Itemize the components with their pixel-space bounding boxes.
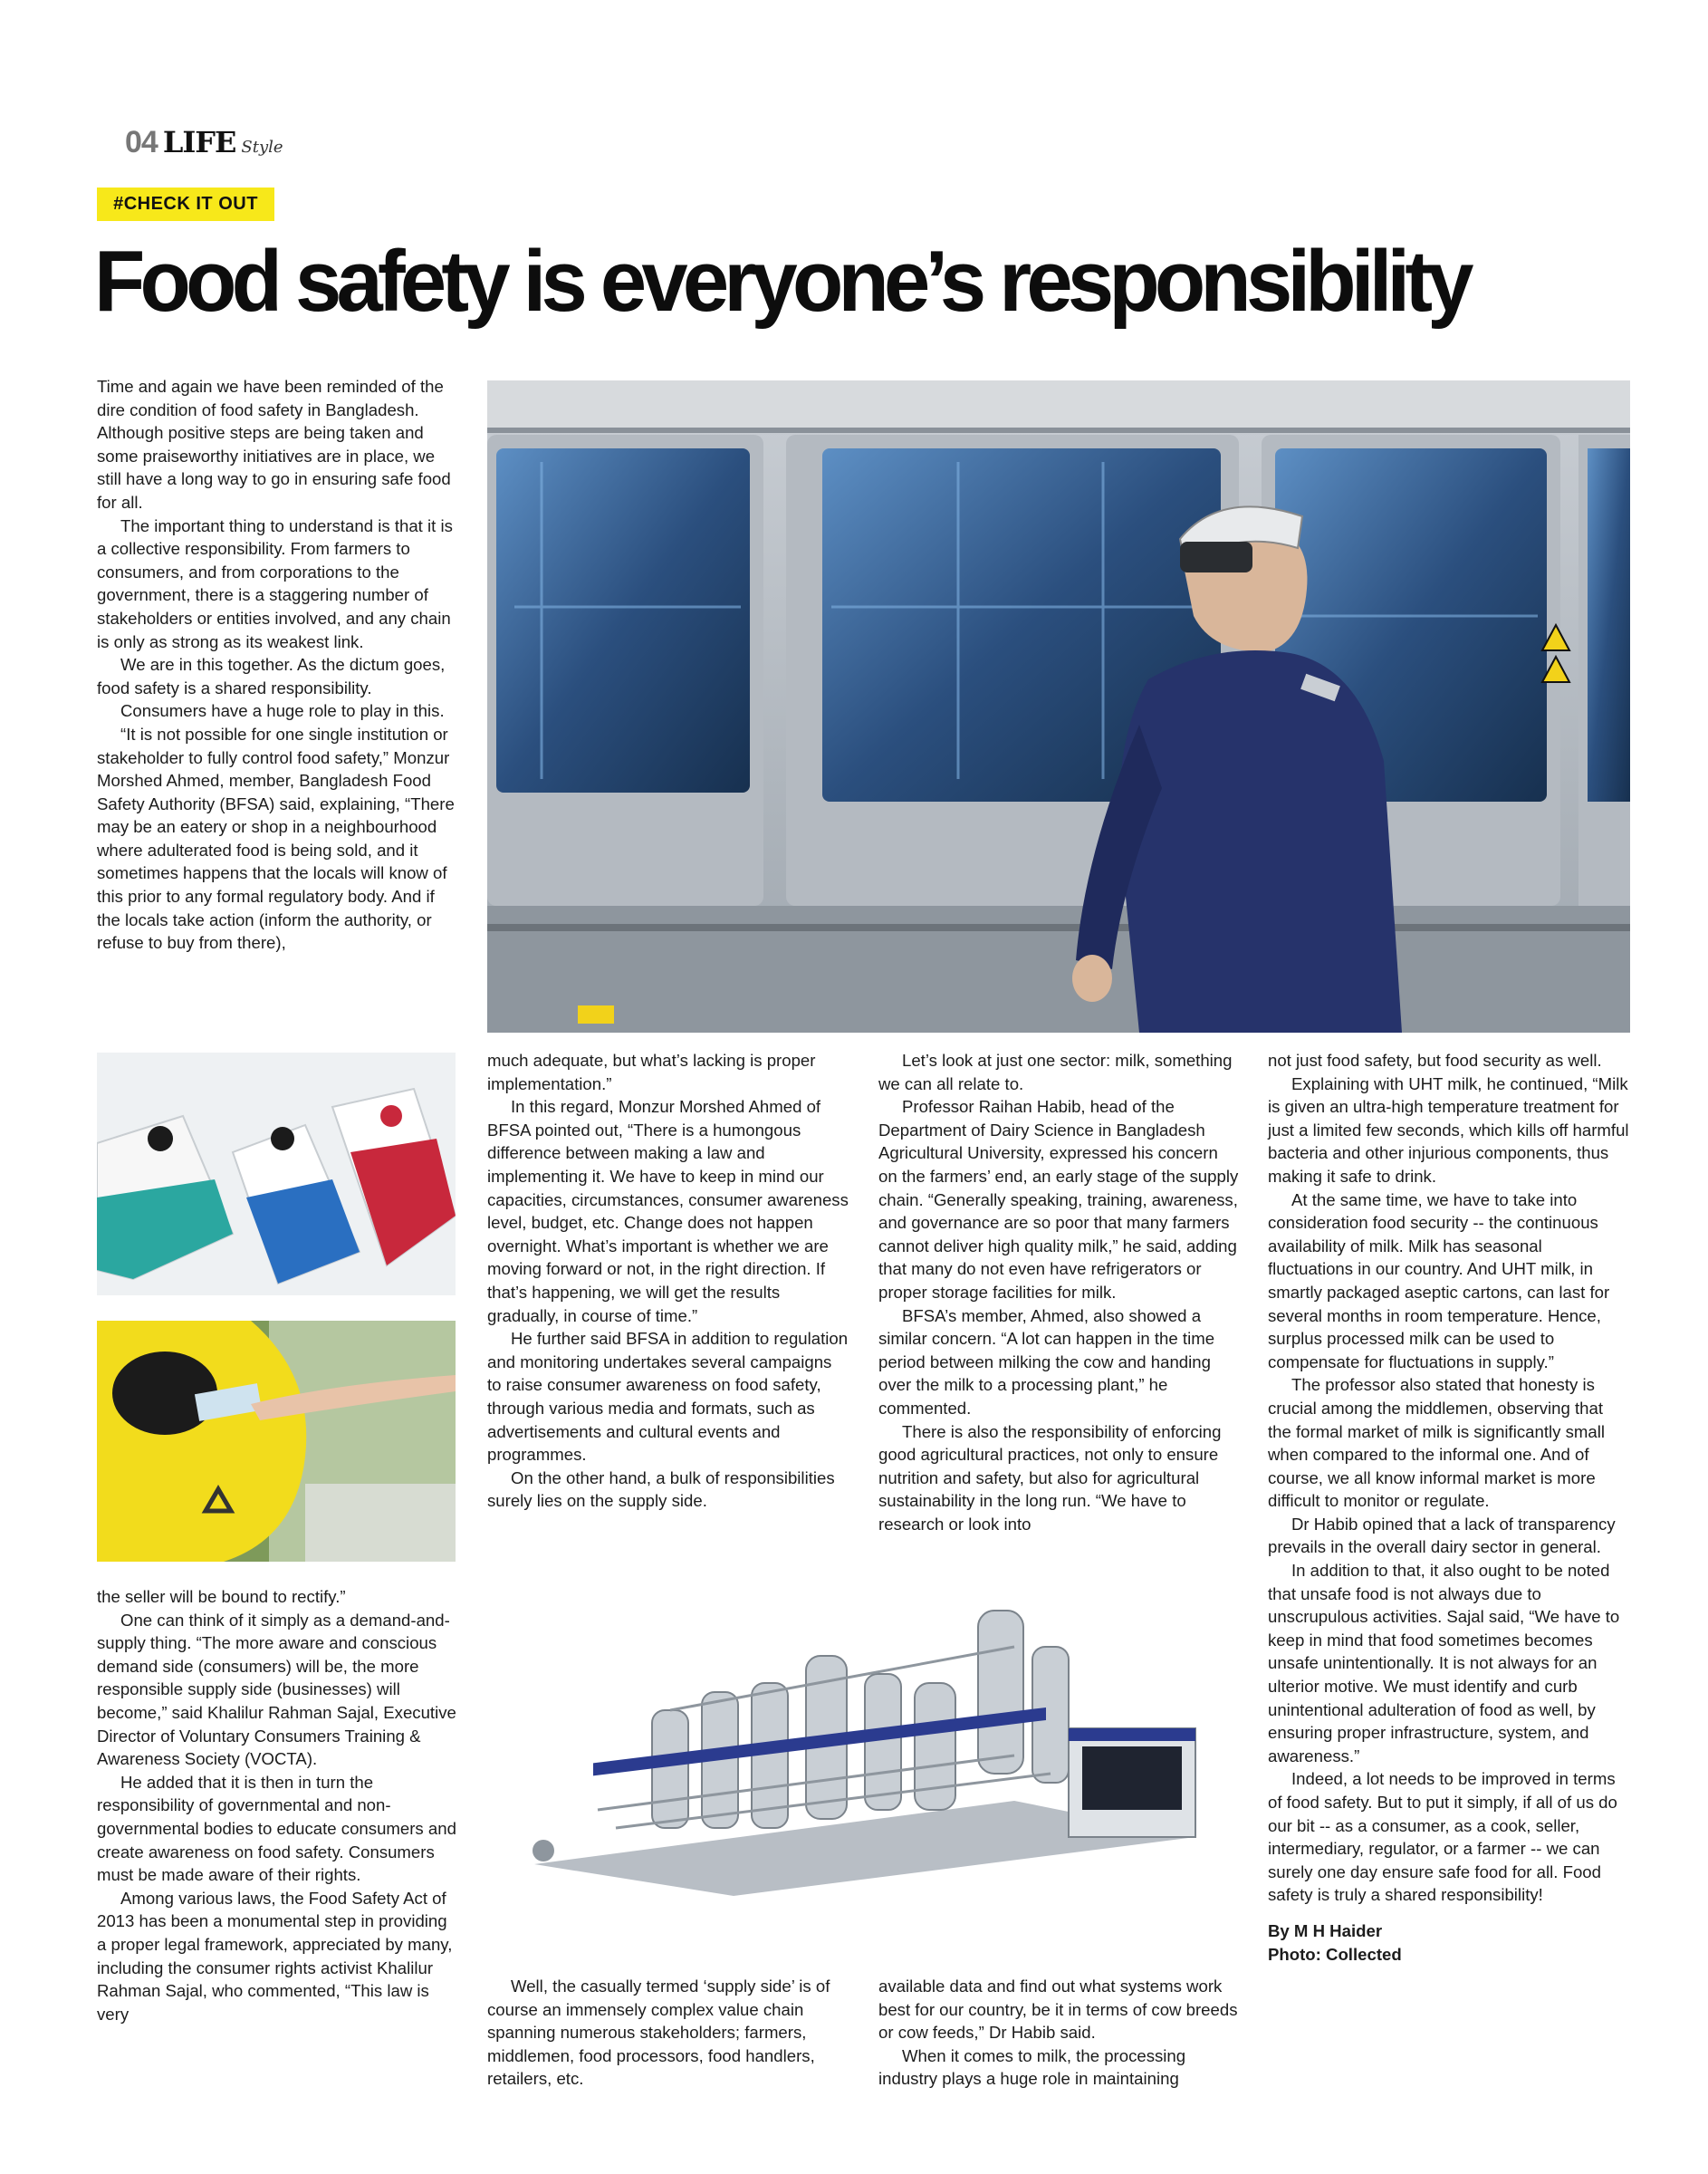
milk-cartons-illustration xyxy=(97,1053,456,1295)
factory-illustration xyxy=(487,380,1630,1033)
paragraph: Well, the casually termed ‘supply side’ is of course an immensely complex value chain spanning numerous stakeholders; farmers, middlemen, food processors, food handlers, retailers, etc. xyxy=(487,1977,830,2089)
author-byline: By M H Haider xyxy=(1268,1920,1383,1940)
paragraph: At the same time, we have to take into consideration food security -- the continuous availability of milk. Milk has seasonal fluctuations in our country. And UHT milk, in smartly packaged aseptic cartons, can last for several months in room temperature. Hence, surplus processed milk can be used to compensate for fluctuations in supply.” xyxy=(1268,1189,1610,1371)
recycle-bin-illustration xyxy=(97,1321,456,1562)
section-logo: LIFE xyxy=(162,125,236,159)
article-column-1-top xyxy=(97,375,459,955)
article-column-2-bottom xyxy=(487,1975,849,2091)
photo-recycle-bin xyxy=(97,1321,456,1562)
article-column-2-top xyxy=(487,1049,849,1513)
paragraph: the seller will be bound to rectify.” xyxy=(97,1587,346,1606)
paragraph: One can think of it simply as a demand-and-supply thing. “The more aware and conscious demand side (consumers) will be, the more responsible supply side (businesses) will become,” said Khalilur Rahman Sajal, Executive Director of Voluntary Consumers Training & Awareness Society (VOCTA). xyxy=(97,1610,456,1769)
processing-machine-illustration xyxy=(507,1592,1232,1900)
paragraph: “It is not possible for one single institution or stakeholder to fully control food safety,” Monzur Morshed Ahmed, member, Bangladesh Food Safety Authority (BFSA) said, explaining, “There may be an eatery or shop in a neighbourhood where adulterated food is being sold, and it sometimes happens that the locals will know of this prior to any formal regulatory body. And if the locals take action (inform the authority, or refuse to buy from there), xyxy=(97,724,455,953)
main-photo-factory-worker xyxy=(487,380,1630,1033)
paragraph: Dr Habib opined that a lack of transparency prevails in the overall dairy sector in general. xyxy=(1268,1514,1616,1557)
paragraph: The professor also stated that honesty is crucial among the middlemen, observing that the formal market of milk is significantly small when compared to the informal one. And of course, we all know informal market is more difficult to monitor or regulate. xyxy=(1268,1375,1605,1511)
paragraph: BFSA’s member, Ahmed, also showed a similar concern. “A lot can happen in the time period between milking the cow and handing over the milk to a processing plant,” he commented. xyxy=(878,1305,1215,1418)
paragraph: Indeed, a lot needs to be improved in terms of food safety. But to put it simply, if all of us do our bit -- as a consumer, as a cook, seller, intermediary, regulator, or a farmer -- we can surely one day ensure safe food for all. Food safety is truly a shared responsibility! xyxy=(1268,1769,1617,1905)
paragraph: Among various laws, the Food Safety Act of 2013 has been a monumental step in providing a proper legal framework, appreciated by many, including the consumer rights activist Khalilur Rahman Sajal, who commented, “This law is very xyxy=(97,1888,453,2024)
paragraph: Time and again we have been reminded of the dire condition of food safety in Bangladesh. Although positive steps are being taken and some praiseworthy initiatives are in place, we still have a long way to go in ensuring safe food for all. xyxy=(97,377,451,512)
paragraph: There is also the responsibility of enforcing good agricultural practices, not only to ensure nutrition and safety, but also for agricultural sustainability in the long run. “We have to research or look into xyxy=(878,1421,1222,1534)
paragraph: much adequate, but what’s lacking is proper implementation.” xyxy=(487,1051,816,1093)
paragraph: available data and find out what systems work best for our country, be it in terms of cow breeds or cow feeds,” Dr Habib said. xyxy=(878,1977,1238,2043)
paragraph: We are in this together. As the dictum goes, food safety is a shared responsibility. xyxy=(97,655,446,697)
paragraph: In addition to that, it also ought to be noted that unsafe food is not always due to unscrupulous activities. Sajal said, “We have to keep in mind that food sometimes becomes unsafe unintentionally. It is not always for an ulterior motive. We must identify and curb unintentional adulteration of food as well, by ensuring proper infrastructure, system, and awareness.” xyxy=(1268,1561,1620,1765)
headline: Food safety is everyone’s responsibility xyxy=(94,233,1469,330)
paragraph: He added that it is then in turn the responsibility of governmental and non-governmental bodies to educate consumers and create awareness on food safety. Consumers must be made aware of their rights. xyxy=(97,1772,456,1885)
paragraph: The important thing to understand is that it is a collective responsibility. From farmers to consumers, and from corporations to the government, there is a staggering number of stakeholders or entities involved, and any chain is only as strong as its weakest link. xyxy=(97,515,453,651)
photo-dairy-processing-machine xyxy=(507,1592,1232,1900)
paragraph: Professor Raihan Habib, head of the Department of Dairy Science in Bangladesh Agricultural University, expressed his concern on the farmers’ end, an early stage of the supply chain. “Generally speaking, training, awareness, and governance are so poor that many farmers cannot deliver high quality milk,” he said, adding that many do not even have refrigerators or proper storage facilities for milk. xyxy=(878,1097,1239,1302)
photo-milk-cartons xyxy=(97,1053,456,1295)
page-number: 04 xyxy=(125,125,158,159)
photo-credit: Photo: Collected xyxy=(1268,1944,1402,1964)
article-column-3-bottom xyxy=(878,1975,1241,2091)
paragraph: Let’s look at just one sector: milk, something we can all relate to. xyxy=(878,1051,1233,1093)
paragraph: In this regard, Monzur Morshed Ahmed of BFSA pointed out, “There is a humongous difference between making a law and implementing it. We have to keep in mind our capacities, circumstances, consumer awareness level, budget, etc. Change does not happen overnight. What’s important is whether we are moving forward or not, in the right direction. If that’s happening, we will get the results gradually, in course of time.” xyxy=(487,1097,849,1325)
paragraph: He further said BFSA in addition to regulation and monitoring undertakes several campaigns to raise consumer awareness on food safety, through various media and formats, such as advertisements and cultural events and programmes. xyxy=(487,1329,849,1465)
article-column-1-bottom xyxy=(97,1585,459,2025)
article-column-4 xyxy=(1268,1049,1630,1966)
article-column-3-top xyxy=(878,1049,1241,1535)
section-logo-sub: Style xyxy=(241,138,283,157)
page-folio xyxy=(125,125,283,160)
paragraph: When it comes to milk, the processing industry plays a huge role in maintaining xyxy=(878,2045,1186,2089)
paragraph: Consumers have a huge role to play in this. xyxy=(120,701,445,721)
paragraph: not just food safety, but food security as well. xyxy=(1268,1051,1602,1070)
paragraph: On the other hand, a bulk of responsibilities surely lies on the supply side. xyxy=(487,1467,835,1511)
kicker-tag: #CHECK IT OUT xyxy=(97,188,274,221)
paragraph: Explaining with UHT milk, he continued, “Milk is given an ultra-high temperature treatment for just a limited few seconds, which kills off harmful bacteria and other injurious components, thus making it safe to drink. xyxy=(1268,1073,1629,1186)
